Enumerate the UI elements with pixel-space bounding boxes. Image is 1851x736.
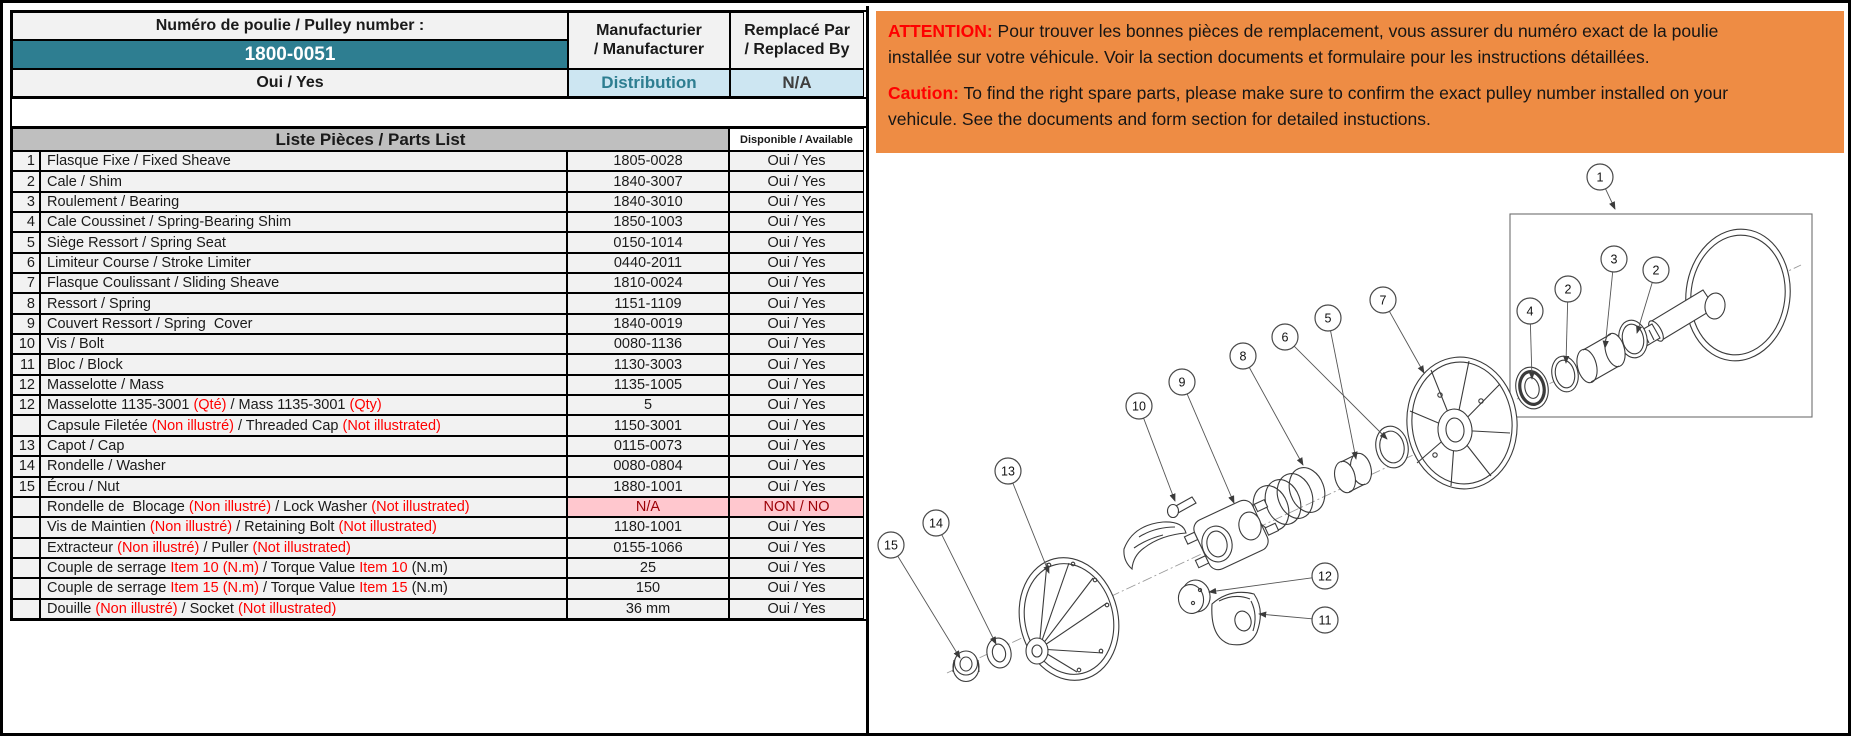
availability: Oui / Yes: [729, 232, 864, 252]
availability: Oui / Yes: [729, 212, 864, 232]
availability: Oui / Yes: [729, 314, 864, 334]
description-segment: Siège Ressort / Spring Seat: [47, 234, 226, 251]
pulley-available-value: Oui / Yes: [12, 69, 568, 97]
table-row: [12, 517, 866, 537]
row-index: [12, 517, 40, 537]
part-number: 0440-2011: [567, 253, 729, 273]
svg-text:3: 3: [1610, 252, 1618, 267]
part-description: [40, 517, 567, 537]
description-segment: / Lock Washer: [271, 499, 372, 516]
description-segment: (N.m): [411, 560, 448, 577]
table-row: [12, 456, 866, 476]
description-red-segment: (Not illustrated): [338, 519, 437, 536]
parts-list-title: Liste Pièces / Parts List: [12, 128, 729, 151]
part-number: 1805-0028: [567, 151, 729, 171]
description-red-segment: (Not illustrated): [252, 539, 351, 556]
row-index: [12, 599, 40, 619]
balloon-10: [1126, 393, 1175, 501]
parts-artwork: [947, 214, 1812, 691]
description-segment: Roulement / Bearing: [47, 193, 180, 210]
attention-text-line2: installée sur votre véhicule. Voir la section documents et formulaire pour les instructions détaillées.: [888, 47, 1650, 67]
caution-paragraph-en: [888, 80, 1832, 132]
svg-text:14: 14: [929, 516, 943, 531]
table-row: [12, 477, 866, 497]
balloon-2: [1555, 276, 1581, 363]
attention-notice: [876, 11, 1844, 153]
part-description: [40, 151, 567, 171]
row-index: [12, 558, 40, 578]
part-description: [40, 171, 567, 191]
table-row: [12, 273, 866, 293]
callout-balloons: [878, 164, 1669, 658]
row-index: 11: [12, 354, 40, 374]
part-number: 0115-0073: [567, 436, 729, 456]
description-segment: Écrou / Nut: [47, 478, 120, 495]
description-red-segment: (Qty): [349, 397, 382, 414]
part-number: 25: [567, 558, 729, 578]
description-red-segment: (Non illustré): [188, 499, 272, 516]
manufacturer-value: Distribution: [568, 69, 730, 97]
attention-paragraph-fr: [888, 18, 1832, 70]
svg-text:4: 4: [1526, 304, 1534, 319]
part-description: [40, 436, 567, 456]
description-segment: Ressort / Spring: [47, 295, 151, 312]
exploded-diagram: [869, 156, 1851, 736]
part-number: 0080-0804: [567, 456, 729, 476]
availability: Oui / Yes: [729, 436, 864, 456]
pulley-number-value: 1800-0051: [12, 40, 568, 69]
svg-text:8: 8: [1239, 349, 1247, 364]
description-segment: Couvert Ressort / Spring Cover: [47, 315, 253, 332]
row-index: 7: [12, 273, 40, 293]
svg-text:9: 9: [1178, 375, 1186, 390]
row-index: 14: [12, 456, 40, 476]
pulley-header-table: [10, 10, 868, 99]
part-description: [40, 477, 567, 497]
table-row: [12, 253, 866, 273]
table-row: [12, 151, 866, 171]
table-row: [12, 314, 866, 334]
availability: Oui / Yes: [729, 477, 864, 497]
description-segment: Rondelle de Blocage: [47, 499, 189, 516]
balloon-6: [1272, 324, 1387, 439]
spacer-row: [10, 99, 868, 126]
balloon-5: [1315, 305, 1356, 459]
parts-rows: [12, 151, 866, 619]
part-description: [40, 334, 567, 354]
description-segment: / Puller: [199, 539, 253, 556]
description-segment: Douille: [47, 600, 96, 617]
description-red-segment: (Non illustré): [151, 417, 234, 434]
description-segment: / Retaining Bolt: [232, 519, 339, 536]
balloon-9: [1169, 369, 1234, 503]
availability: NON / NO: [729, 497, 864, 517]
description-segment: Couple de serrage: [47, 580, 171, 597]
row-index: 1: [12, 151, 40, 171]
part-description: [40, 354, 567, 374]
part-number: 1130-3003: [567, 354, 729, 374]
description-segment: Masselotte 1135-3001: [47, 397, 194, 414]
part-description: [40, 578, 567, 598]
table-row: [12, 578, 866, 598]
part-description: [40, 192, 567, 212]
part-number: 1810-0024: [567, 273, 729, 293]
part-description: [40, 375, 567, 395]
svg-text:13: 13: [1001, 464, 1015, 479]
table-row: [12, 192, 866, 212]
availability: Oui / Yes: [729, 456, 864, 476]
replaced-by-header: [730, 12, 864, 69]
availability: Oui / Yes: [729, 354, 864, 374]
attention-label: ATTENTION:: [888, 21, 993, 41]
manufacturer-header: [568, 12, 730, 69]
replaced-by-label-line2: / Replaced By: [744, 40, 850, 58]
replaced-by-label-line1: Remplacé Par: [744, 22, 850, 40]
svg-text:10: 10: [1132, 399, 1146, 414]
parts-table: [10, 126, 868, 621]
description-red-segment: (Non illustré): [149, 519, 233, 536]
row-index: 9: [12, 314, 40, 334]
availability: Oui / Yes: [729, 151, 864, 171]
table-row: [12, 436, 866, 456]
balloon-13: [995, 458, 1049, 573]
balloon-1: [1587, 164, 1615, 209]
svg-text:7: 7: [1379, 293, 1387, 308]
row-index: 12: [12, 395, 40, 415]
row-index: 2: [12, 171, 40, 191]
description-red-segment: Item 15 (N.m): [170, 580, 259, 597]
row-index: 12: [12, 375, 40, 395]
table-row: [12, 395, 866, 415]
description-segment: Cale Coussinet / Spring-Bearing Shim: [47, 214, 292, 231]
availability: Oui / Yes: [729, 171, 864, 191]
balloon-12: [1209, 563, 1338, 592]
part-description: [40, 538, 567, 558]
description-segment: Cale / Shim: [47, 173, 122, 190]
row-index: [12, 497, 40, 517]
availability: Oui / Yes: [729, 599, 864, 619]
row-index: 8: [12, 293, 40, 313]
table-row: [12, 538, 866, 558]
part-number: 1180-1001: [567, 517, 729, 537]
table-row: [12, 232, 866, 252]
row-index: 6: [12, 253, 40, 273]
part-description: [40, 395, 567, 415]
part-number: 1840-3010: [567, 192, 729, 212]
part-number: 5: [567, 395, 729, 415]
parts-list-section: [10, 10, 868, 621]
description-red-segment: (Non illustré): [117, 539, 200, 556]
description-segment: Vis de Maintien: [47, 519, 150, 536]
part-description: [40, 212, 567, 232]
row-index: 13: [12, 436, 40, 456]
diagram-panel: [866, 6, 1851, 736]
availability: Oui / Yes: [729, 375, 864, 395]
manufacturer-label-line2: / Manufacturer: [593, 40, 705, 58]
description-red-segment: (Not illustrated): [238, 600, 337, 617]
manufacturer-label-line1: Manufacturier: [596, 22, 702, 40]
svg-text:5: 5: [1324, 311, 1332, 326]
svg-text:15: 15: [884, 538, 898, 553]
table-row: [12, 558, 866, 578]
description-segment: / Torque Value: [258, 560, 360, 577]
svg-text:6: 6: [1281, 330, 1289, 345]
svg-text:2: 2: [1652, 263, 1660, 278]
part-description: [40, 497, 567, 517]
parts-table-header: [12, 128, 866, 151]
caution-text-line1: To find the right spare parts, please make sure to confirm the exact pulley number installed on your: [958, 83, 1729, 103]
availability: Oui / Yes: [729, 253, 864, 273]
description-segment: Limiteur Course / Stroke Limiter: [47, 254, 251, 271]
row-index: [12, 538, 40, 558]
row-index: 15: [12, 477, 40, 497]
description-segment: Masselotte / Mass: [47, 376, 164, 393]
part-number: 1880-1001: [567, 477, 729, 497]
table-row: [12, 599, 866, 619]
availability: Oui / Yes: [729, 538, 864, 558]
part-number: 1150-3001: [567, 415, 729, 435]
part-number: 0080-1136: [567, 334, 729, 354]
svg-text:11: 11: [1318, 613, 1332, 628]
description-segment: / Torque Value: [258, 580, 360, 597]
part-number: 150: [567, 578, 729, 598]
row-index: 4: [12, 212, 40, 232]
part-number: 0150-1014: [567, 232, 729, 252]
description-red-segment: (Non illustré): [95, 600, 178, 617]
table-row: [12, 334, 866, 354]
part-description: [40, 273, 567, 293]
row-index: [12, 415, 40, 435]
description-segment: / Threaded Cap: [233, 417, 343, 434]
description-red-segment: Item 10: [359, 560, 412, 577]
part-description: [40, 293, 567, 313]
svg-text:1: 1: [1596, 170, 1604, 185]
part-number: 1840-0019: [567, 314, 729, 334]
caution-label: Caution:: [888, 83, 959, 103]
description-segment: Extracteur: [47, 539, 118, 556]
description-segment: Flasque Coulissant / Sliding Sheave: [47, 275, 280, 292]
row-index: [12, 578, 40, 598]
description-red-segment: (Qté): [193, 397, 227, 414]
pulley-number-label: Numéro de poulie / Pulley number :: [12, 12, 568, 40]
part-number: N/A: [567, 497, 729, 517]
part-number: 0155-1066: [567, 538, 729, 558]
table-row: [12, 415, 866, 435]
description-red-segment: (Not illustrated): [371, 499, 470, 516]
availability: Oui / Yes: [729, 415, 864, 435]
description-segment: Capsule Filetée: [47, 417, 152, 434]
part-description: [40, 232, 567, 252]
part-description: [40, 558, 567, 578]
availability: Oui / Yes: [729, 395, 864, 415]
available-column-header: Disponible / Available: [729, 128, 864, 151]
description-red-segment: (Not illustrated): [342, 417, 441, 434]
description-red-segment: Item 15: [359, 580, 412, 597]
part-description: [40, 253, 567, 273]
availability: Oui / Yes: [729, 517, 864, 537]
description-red-segment: Item 10 (N.m): [170, 560, 259, 577]
attention-text-line1: Pour trouver les bonnes pièces de remplacement, vous assurer du numéro exact de la poulie: [992, 21, 1719, 41]
part-description: [40, 415, 567, 435]
description-segment: Flasque Fixe / Fixed Sheave: [47, 153, 231, 170]
availability: Oui / Yes: [729, 558, 864, 578]
description-segment: Capot / Cap: [47, 437, 125, 454]
replaced-by-value: N/A: [730, 69, 864, 97]
table-row: [12, 375, 866, 395]
description-segment: Rondelle / Washer: [47, 458, 166, 475]
part-description: [40, 599, 567, 619]
part-description: [40, 456, 567, 476]
table-row: [12, 497, 866, 517]
description-segment: Couple de serrage: [47, 560, 171, 577]
availability: Oui / Yes: [729, 192, 864, 212]
balloon-15: [878, 532, 960, 658]
row-index: 10: [12, 334, 40, 354]
table-row: [12, 293, 866, 313]
part-number: 1151-1109: [567, 293, 729, 313]
availability: Oui / Yes: [729, 273, 864, 293]
part-number: 1135-1005: [567, 375, 729, 395]
availability: Oui / Yes: [729, 293, 864, 313]
description-segment: / Socket: [177, 600, 238, 617]
balloon-14: [923, 510, 996, 644]
row-index: 5: [12, 232, 40, 252]
balloon-11: [1259, 607, 1338, 633]
part-description: [40, 314, 567, 334]
part-number: 36 mm: [567, 599, 729, 619]
description-segment: / Mass 1135-3001: [226, 397, 350, 414]
part-number: 1850-1003: [567, 212, 729, 232]
description-segment: Vis / Bolt: [47, 336, 104, 353]
availability: Oui / Yes: [729, 578, 864, 598]
table-row: [12, 212, 866, 232]
row-index: 3: [12, 192, 40, 212]
balloon-8: [1230, 343, 1303, 465]
table-row: [12, 171, 866, 191]
description-segment: (N.m): [411, 580, 448, 597]
table-row: [12, 354, 866, 374]
caution-text-line2: vehicule. See the documents and form section for detailed instuctions.: [888, 109, 1431, 129]
svg-text:2: 2: [1564, 282, 1572, 297]
part-number: 1840-3007: [567, 171, 729, 191]
svg-text:12: 12: [1318, 569, 1332, 584]
description-segment: Bloc / Block: [47, 356, 123, 373]
balloon-7: [1370, 287, 1424, 373]
availability: Oui / Yes: [729, 334, 864, 354]
